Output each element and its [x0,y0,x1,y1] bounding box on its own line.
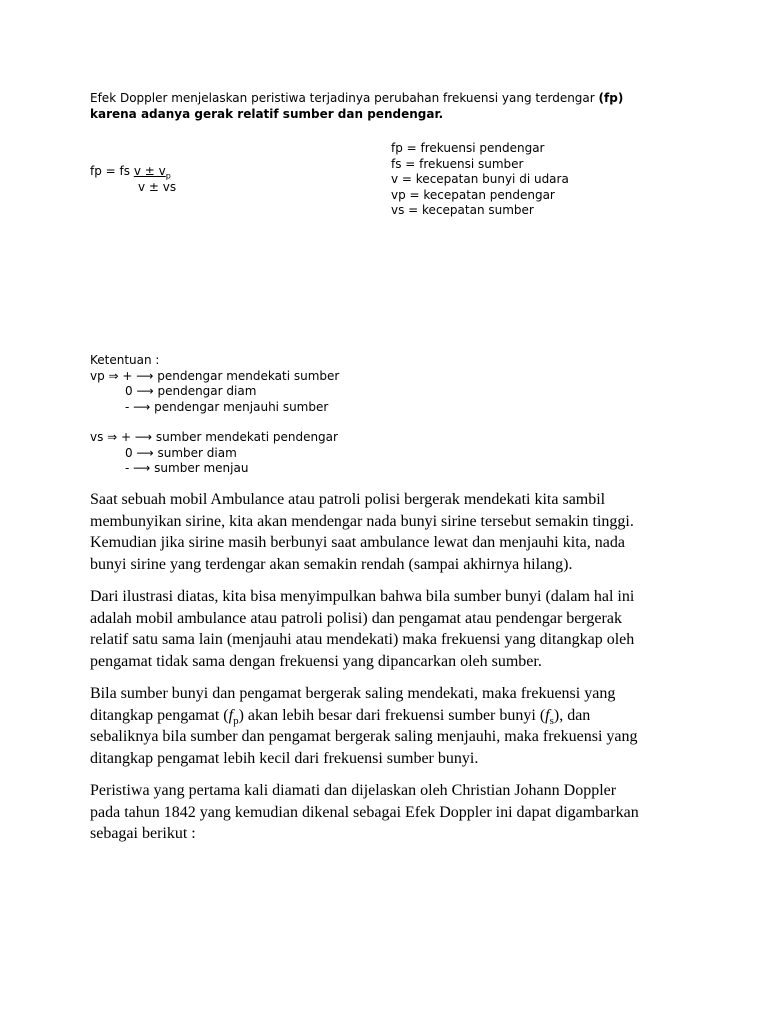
formula-lhs: fp = fs [90,164,134,178]
paragraph-line: ditangkap pengamat $(f_p)$ akan lebih besar dari frekuensi sumber bunyi $(f_s)$, dan [90,706,591,727]
paragraph-line: Dari ilustrasi diatas, kita bisa menyimpulkan bahwa bila sumber bunyi (dalam hal ini [90,588,635,605]
rules-section [90,353,339,477]
paragraph-ambulance [90,489,690,575]
variable-definitions [391,141,569,219]
rule-vp: vp ⇒ + ⟶ pendengar mendekati sumber [90,368,340,383]
paragraph-line: sebagai berikut : [90,825,196,842]
paragraph-line: Saat sebuah mobil Ambulance atau patroli polisi bergerak mendekati kita sambil [90,491,606,508]
intro-text [90,91,623,122]
formula-denominator: v ± vs [138,179,177,194]
symbol-fp: f [228,706,234,724]
rule-vp-minus: - ⟶ pendengar menjauhi sumber [125,399,329,414]
paragraph-line: membunyikan sirine, kita akan mendengar nada bunyi sirine tersebut semakin tinggi. [90,512,634,530]
definition-item: fp = frekuensi pendengar [391,141,545,155]
rules-spacer [90,415,339,430]
doppler-formula [90,164,176,195]
rules-title: Ketentuan : [90,353,160,367]
rule-vs-zero: 0 ⟶ sumber diam [125,445,237,460]
rule-vs: vs ⇒ + ⟶ sumber mendekati pendengar [90,430,338,444]
fp-bold: (fp) [598,91,624,105]
paragraph-line: relatif satu sama lain (menjauhi atau mendekati) maka frekuensi yang ditangkap oleh [90,631,635,648]
definition-item: fs = frekuensi sumber [391,156,524,171]
formula-numerator-line [90,164,176,180]
paragraph-line: pada tahun 1842 yang kemudian dikenal sebagai Efek Doppler ini dapat digambarkan [90,803,639,821]
rule-vs-minus: - ⟶ sumber menjau [125,461,249,475]
paragraph-history [90,780,690,845]
paragraph-line: sebaliknya bila sumber dan pengamat bergerak saling menjauhi, maka frekuensi yang [90,728,638,745]
paragraph-line: Kemudian jika sirine masih berbunyi saat ambulance lewat dan menjauhi kita, nada [90,534,625,551]
paragraph-line: Peristiwa yang pertama kali diamati dan dijelaskan oleh Christian Johann Doppler [90,782,617,799]
paragraph-line: pengamat tidak sama dengan frekuensi yang dipancarkan oleh sumber. [90,652,542,670]
definition-item: v = kecepatan bunyi di udara [391,172,569,186]
symbol-fs: f [545,706,550,724]
definition-item: vp = kecepatan pendengar [391,187,555,202]
intro-line-1: Efek Doppler menjelaskan peristiwa terjadinya perubahan frekuensi yang terdengar (fp) [90,91,624,105]
paragraph-line: bunyi sirine yang terdengar akan semakin rendah (sampai akhirnya hilang). [90,555,573,573]
paragraph-frequency [90,683,690,769]
formula-numerator: $v \pm v_p$ [133,164,171,181]
paragraph-line: adalah mobil ambulance atau patroli polisi) dan pengamat atau pendengar bergerak [90,609,622,627]
paragraph-line: Bila sumber bunyi dan pengamat bergerak saling mendekati, maka frekuensi yang [90,685,616,702]
paragraph-conclusion [90,586,690,672]
rule-vp-zero: 0 ⟶ pendengar diam [125,384,257,398]
paragraph-line: ditangkap pengamat lebih kecil dari frekuensi sumber bunyi. [90,749,479,767]
definition-item: vs = kecepatan sumber [391,203,534,217]
intro-line-2: karena adanya gerak relatif sumber dan pendengar. [90,106,444,121]
